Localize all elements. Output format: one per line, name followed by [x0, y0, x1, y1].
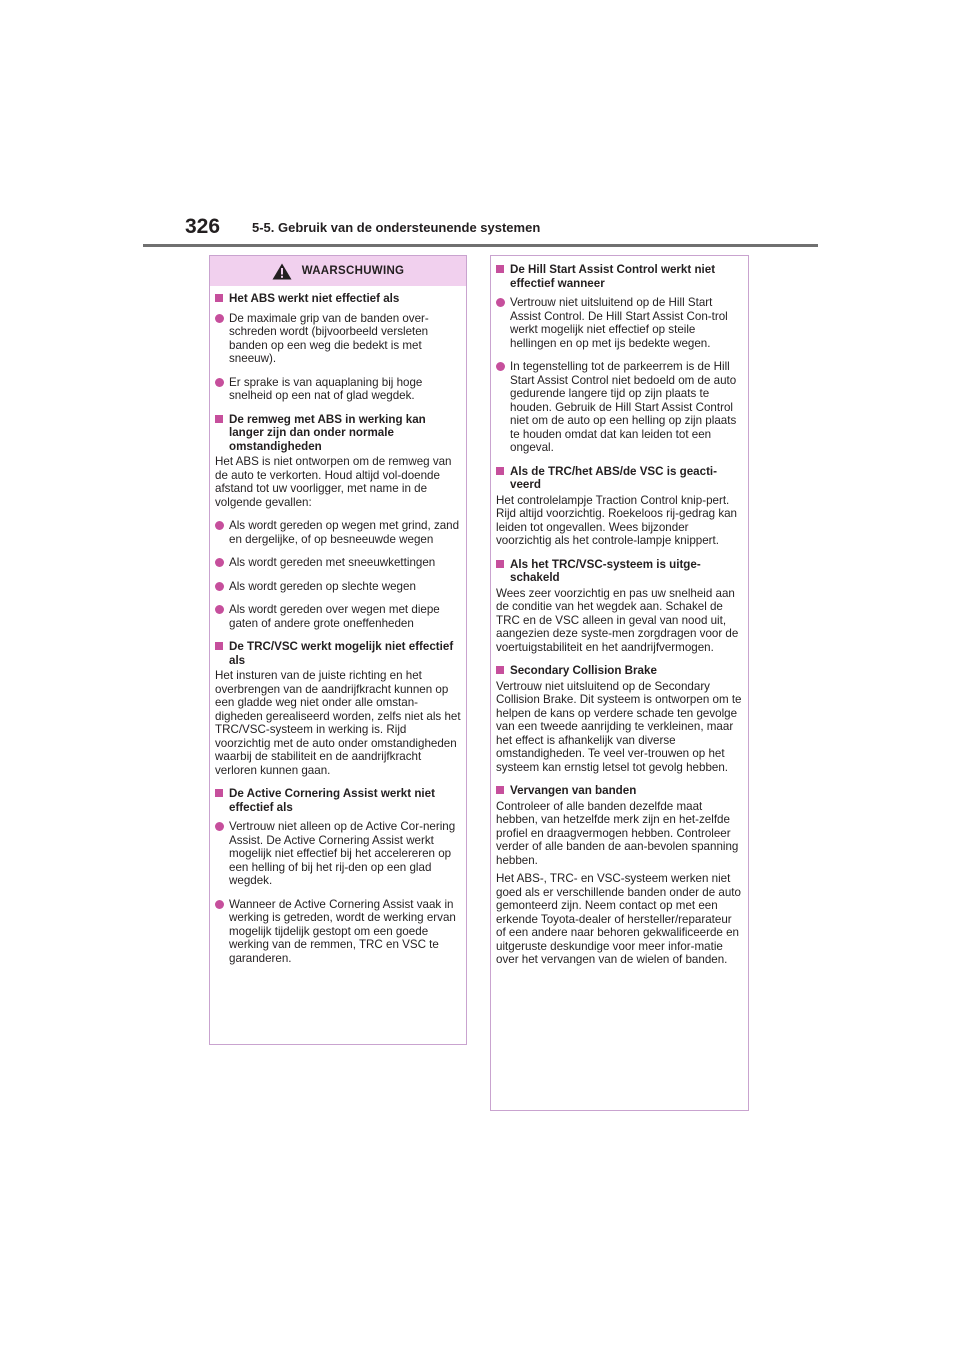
- heading-text: Als het TRC/VSC-systeem is uitge-schakeld: [510, 557, 701, 584]
- heading-text: De remweg met ABS in werking kan langer zijn dan onder normale omstandigheden: [229, 412, 426, 453]
- warning-box: [209, 255, 467, 1045]
- list-item: [215, 312, 461, 366]
- list-item: [215, 898, 461, 966]
- square-bullet-icon: [496, 666, 504, 674]
- paragraph: Het ABS-, TRC- en VSC-systeem werken niet goed als er verschillende banden onder de auto gemonteerd zijn. Neem contact op met een erkende Toyota-dealer of hersteller/reparateur of een andere naar behoren gekwalificeerde en uitgeruste deskundige voor meer infor-matie over het vervangen van de wielen of banden.: [496, 872, 741, 966]
- warning-heading-active-cornering: [215, 787, 461, 814]
- list-item-text: In tegenstelling tot de parkeerrem is de Hill Start Assist Control niet bedoeld om de auto gedurende langere tijd op zijn plaats te houden. Gebruik de Hill Start Assist Control niet om de auto op een helling op zijn plaats te houden omdat dat kan leiden tot een ongeval.: [510, 360, 737, 454]
- square-bullet-icon: [215, 642, 223, 650]
- round-bullet-icon: [215, 582, 224, 591]
- round-bullet-icon: [496, 362, 505, 371]
- round-bullet-icon: [215, 605, 224, 614]
- list-item: [215, 519, 461, 546]
- list-item-text: Vertrouw niet alleen op de Active Cor-nering Assist. De Active Cornering Assist werkt mogelijk niet effectief bij het accelereren op een helling of bij het rij-den op een glad wegdek.: [229, 820, 456, 887]
- paragraph: Vertrouw niet uitsluitend op de Secondary Collision Brake. Dit systeem is ontworpen om te helpen de kans op verdere schade ten gevolge van een tweede aanrijding te verkleinen, maar het effect is afhankelijk van diverse omstandigheden. Te veel ver-trouwen op het systeem kan ernstig letsel tot gevolg hebben.: [496, 679, 742, 774]
- list-item: [215, 376, 461, 403]
- heading-text: Secondary Collision Brake: [510, 664, 657, 677]
- list-item: [215, 603, 461, 630]
- list-item-text: Als wordt gereden op slechte wegen: [229, 579, 416, 593]
- warning-box-continued: [490, 255, 749, 1111]
- paragraph: Wees zeer voorzichtig en pas uw snelheid aan de conditie van het wegdek aan. Schakel de TRC en de VSC alleen in geval van nood uit, aangezien deze syste-men zorgdragen voor de voertuigstabiliteit en het aandrijfvermogen.: [496, 586, 739, 654]
- paragraph: Het ABS is niet ontworpen om de remweg van de auto te verkorten. Houd altijd vol-doende afstand tot uw voorligger, met name in de volgende gevallen:: [215, 455, 452, 509]
- heading-text: Als de TRC/het ABS/de VSC is geacti-veerd: [510, 464, 718, 491]
- heading-text: De TRC/VSC werkt mogelijk niet effectief als: [229, 640, 454, 667]
- heading-text: Het ABS werkt niet effectief als: [229, 292, 400, 305]
- warning-heading-trc-vsc: [215, 640, 461, 667]
- list-item: [215, 820, 461, 888]
- square-bullet-icon: [215, 415, 223, 423]
- heading-secondary-collision-brake: [496, 664, 743, 678]
- round-bullet-icon: [215, 558, 224, 567]
- paragraph: Controleer of alle banden dezelfde maat hebben, van hetzelfde merk zijn en het-zelfde profiel en draagvermogen hebben. Controleer verder of alle banden de aan-bevolen spanning hebben.: [496, 799, 739, 867]
- paragraph: Het insturen van de juiste richting en het overbrengen van de aandrijfkracht kunnen op een gladde weg niet onder alle omstan-digheden gerealiseerd worden, zelfs niet als het TRC/VSC-systeem in werking is. Rijd voorzichtig met de auto onder omstandigheden waarbij de stabiliteit en de aandrijfkracht verloren kunnen gaan.: [215, 669, 461, 777]
- round-bullet-icon: [215, 378, 224, 387]
- list-item-text: Als wordt gereden met sneeuwkettingen: [229, 556, 436, 569]
- paragraph: Het controlelampje Traction Control knip-pert. Rijd altijd voorzichtig. Roekeloos rij-gedrag kan leiden tot ongevallen. Wees bijzonder voorzichtig als het controle-lampje knippert.: [496, 493, 738, 547]
- square-bullet-icon: [215, 294, 223, 302]
- warning-heading-remweg: [215, 413, 461, 454]
- list-item: [496, 296, 743, 350]
- round-bullet-icon: [215, 900, 224, 909]
- list-item: [496, 360, 743, 455]
- warning-heading-abs: [215, 292, 461, 306]
- heading-vervangen-banden: [496, 784, 743, 798]
- heading-text: Vervangen van banden: [510, 784, 637, 797]
- heading-trc-abs-vsc-activated: [496, 465, 743, 492]
- header-rule: [143, 244, 818, 247]
- round-bullet-icon: [496, 298, 505, 307]
- list-item-text: De maximale grip van de banden over-schreden wordt (bijvoorbeeld versleten banden op een weg die bedekt is met sneeuw).: [229, 311, 429, 365]
- warning-title: WAARSCHUWING: [301, 265, 405, 277]
- section-title: 5-5. Gebruik van de ondersteunende systemen: [252, 220, 541, 235]
- round-bullet-icon: [215, 521, 224, 530]
- square-bullet-icon: [496, 786, 504, 794]
- list-item-text: Vertrouw niet uitsluitend op de Hill Start Assist Control. De Hill Start Assist Con-trol werkt mogelijk niet effectief op steile hellingen en op met ijs bedekte wegen.: [510, 296, 728, 350]
- square-bullet-icon: [496, 467, 504, 475]
- list-item-text: Als wordt gereden over wegen met diepe gaten of andere grote oneffenheden: [229, 603, 440, 630]
- round-bullet-icon: [215, 314, 224, 323]
- list-item-text: Als wordt gereden op wegen met grind, zand en dergelijke, of op besneeuwde wegen: [229, 519, 460, 546]
- warning-triangle-icon: [272, 263, 292, 280]
- square-bullet-icon: [215, 789, 223, 797]
- heading-hill-start: [496, 263, 743, 290]
- square-bullet-icon: [496, 560, 504, 568]
- list-item: [215, 580, 461, 594]
- list-item: [215, 556, 461, 570]
- round-bullet-icon: [215, 822, 224, 831]
- list-item-text: Wanneer de Active Cornering Assist vaak in werking is getreden, wordt de werking ervan mogelijk tijdelijk gestopt om een goede werking van de remmen, TRC en VSC te garanderen.: [229, 897, 456, 965]
- square-bullet-icon: [496, 265, 504, 273]
- warning-header: [210, 256, 466, 286]
- heading-text: De Active Cornering Assist werkt niet effectief als: [229, 787, 435, 814]
- list-item-text: Er sprake is van aquaplaning bij hoge snelheid op een nat of glad wegdek.: [229, 375, 423, 402]
- heading-trc-vsc-off: [496, 558, 743, 585]
- page-number: 326: [185, 215, 221, 238]
- heading-text: De Hill Start Assist Control werkt niet effectief wanneer: [510, 263, 716, 290]
